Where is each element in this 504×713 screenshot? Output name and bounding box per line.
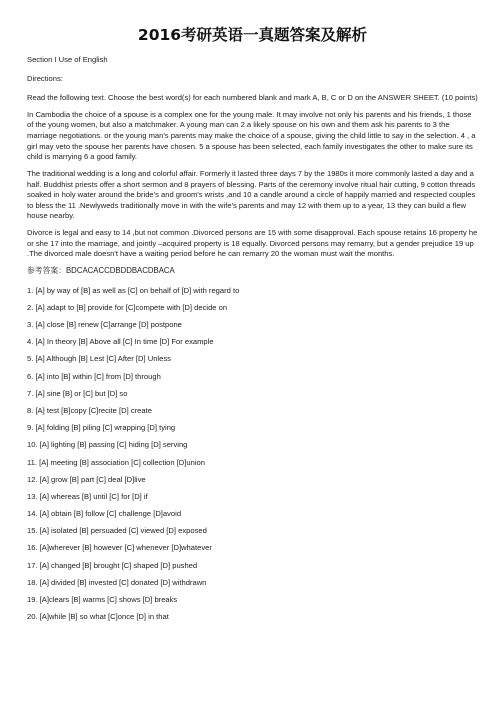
- option-line: 19. [A]clears [B] warms [C] shows [D] breaks: [27, 595, 178, 604]
- option-line: 2. [A] adapt to [B] provide for [C]compete with [D] decide on: [27, 302, 228, 312]
- option-line: 4. [A] In theory [B] Above all [C] In time [D] For example: [27, 337, 214, 347]
- option-line: 10. [A] lighting [B] passing [C] hiding [D] serving: [27, 440, 188, 450]
- option-line: 18. [A] divided [B] invested [C] donated [D] withdrawn: [27, 577, 207, 587]
- option-line: 13. [A] whereas [B] until [C] for [D] if: [27, 491, 148, 501]
- option-line: 17. [A] changed [B] brought [C] shaped [D] pushed: [27, 560, 198, 570]
- option-line: 3. [A] close [B] renew [C]arrange [D] postpone: [27, 320, 182, 329]
- option-line: 7. [A] sine [B] or [C] but [D] so: [27, 388, 128, 398]
- option-line: 8. [A] test [B]copy [C]recite [D] create: [27, 405, 152, 415]
- option-line: 15. [A] isolated [B] persuaded [C] viewed [D] exposed: [27, 526, 207, 536]
- option-line: 12. [A] grow [B] part [C] deal [D]live: [27, 474, 146, 484]
- option-line: 20. [A]while [B] so what [C]once [D] in that: [27, 612, 169, 622]
- option-line: 6. [A] into [B] within [C] from [D] through: [27, 371, 161, 381]
- passage-paragraph-3: Divorce is legal and easy to 14 ,but not common .Divorced persons are 15 with some disapproval. Each spouse retains 16 property he or she 17 into the marriage, and jointly –acquired property is 18 equally. Divorced persons may remarry, but a gender prejudice 19 up .The divorced male doesn't have a waiting period before he can remarry 20 the woman must wait the months.: [27, 228, 478, 259]
- passage-paragraph-2: The traditional wedding is a long and colorful affair. Formerly it lasted three days 7 by the 1980s it more commonly lasted a day and a half. Buddhist priests offer a short sermon and 8 prayers of blessing. Parts of the ceremony involve ritual hair cutting, 9 cotton threads soaked in holy water around the bride's and groom's wrists ,and 10 a candle around a circle of happily married and respected couples to bless the 11 .Newlyweds traditionally move in with the wife's parents and may 12 with them up to a year, 13 they can build a flew house nearby.: [27, 168, 476, 221]
- directions-label: Directions:: [27, 73, 63, 83]
- answer-key: 参考答案：BDCACACCDBDDBACDBACA: [27, 266, 175, 276]
- options-list: [27, 286, 478, 623]
- option-line: 9. [A] folding [B] piling [C] wrapping [D] tying: [27, 423, 176, 433]
- section-heading: Section I Use of English: [27, 55, 108, 64]
- passage-paragraph-1: In Cambodia the choice of a spouse is a complex one for the young male. It may involve not only his parents and his friends, 1 those of the young women, but also a matchmaker. A young man can 2 a likely spouse on his own and them ask his parents to 3 the marriage negotiations. or the young man's parents may make the choice of a spouse, giving the child little to say in the selection. 4 , a girl may veto the spouse her parents have chosen. 5 a spouse has been selected, each family investigates the other to make sure its child is marrying 6 a good family.: [27, 109, 476, 162]
- option-line: 14. [A] obtain [B] follow [C] challenge [D]avoid: [27, 509, 182, 519]
- page-title: 2016考研英语一真题答案及解析: [137, 26, 368, 44]
- option-line: 11. [A] meeting [B] association [C] collection [D]union: [27, 457, 205, 467]
- option-line: 1. [A] by way of [B] as well as [C] on behalf of [D] with regard to: [27, 285, 240, 295]
- directions-text: Read the following text. Choose the best word(s) for each numbered blank and mark A, B, C or D on the ANSWER SHEET. (10 points): [27, 92, 478, 102]
- option-line: 5. [A] Although [B] Lest [C] After [D] Unless: [27, 354, 171, 364]
- option-line: 16. [A]wherever [B] however [C] whenever [D]whatever: [27, 543, 212, 553]
